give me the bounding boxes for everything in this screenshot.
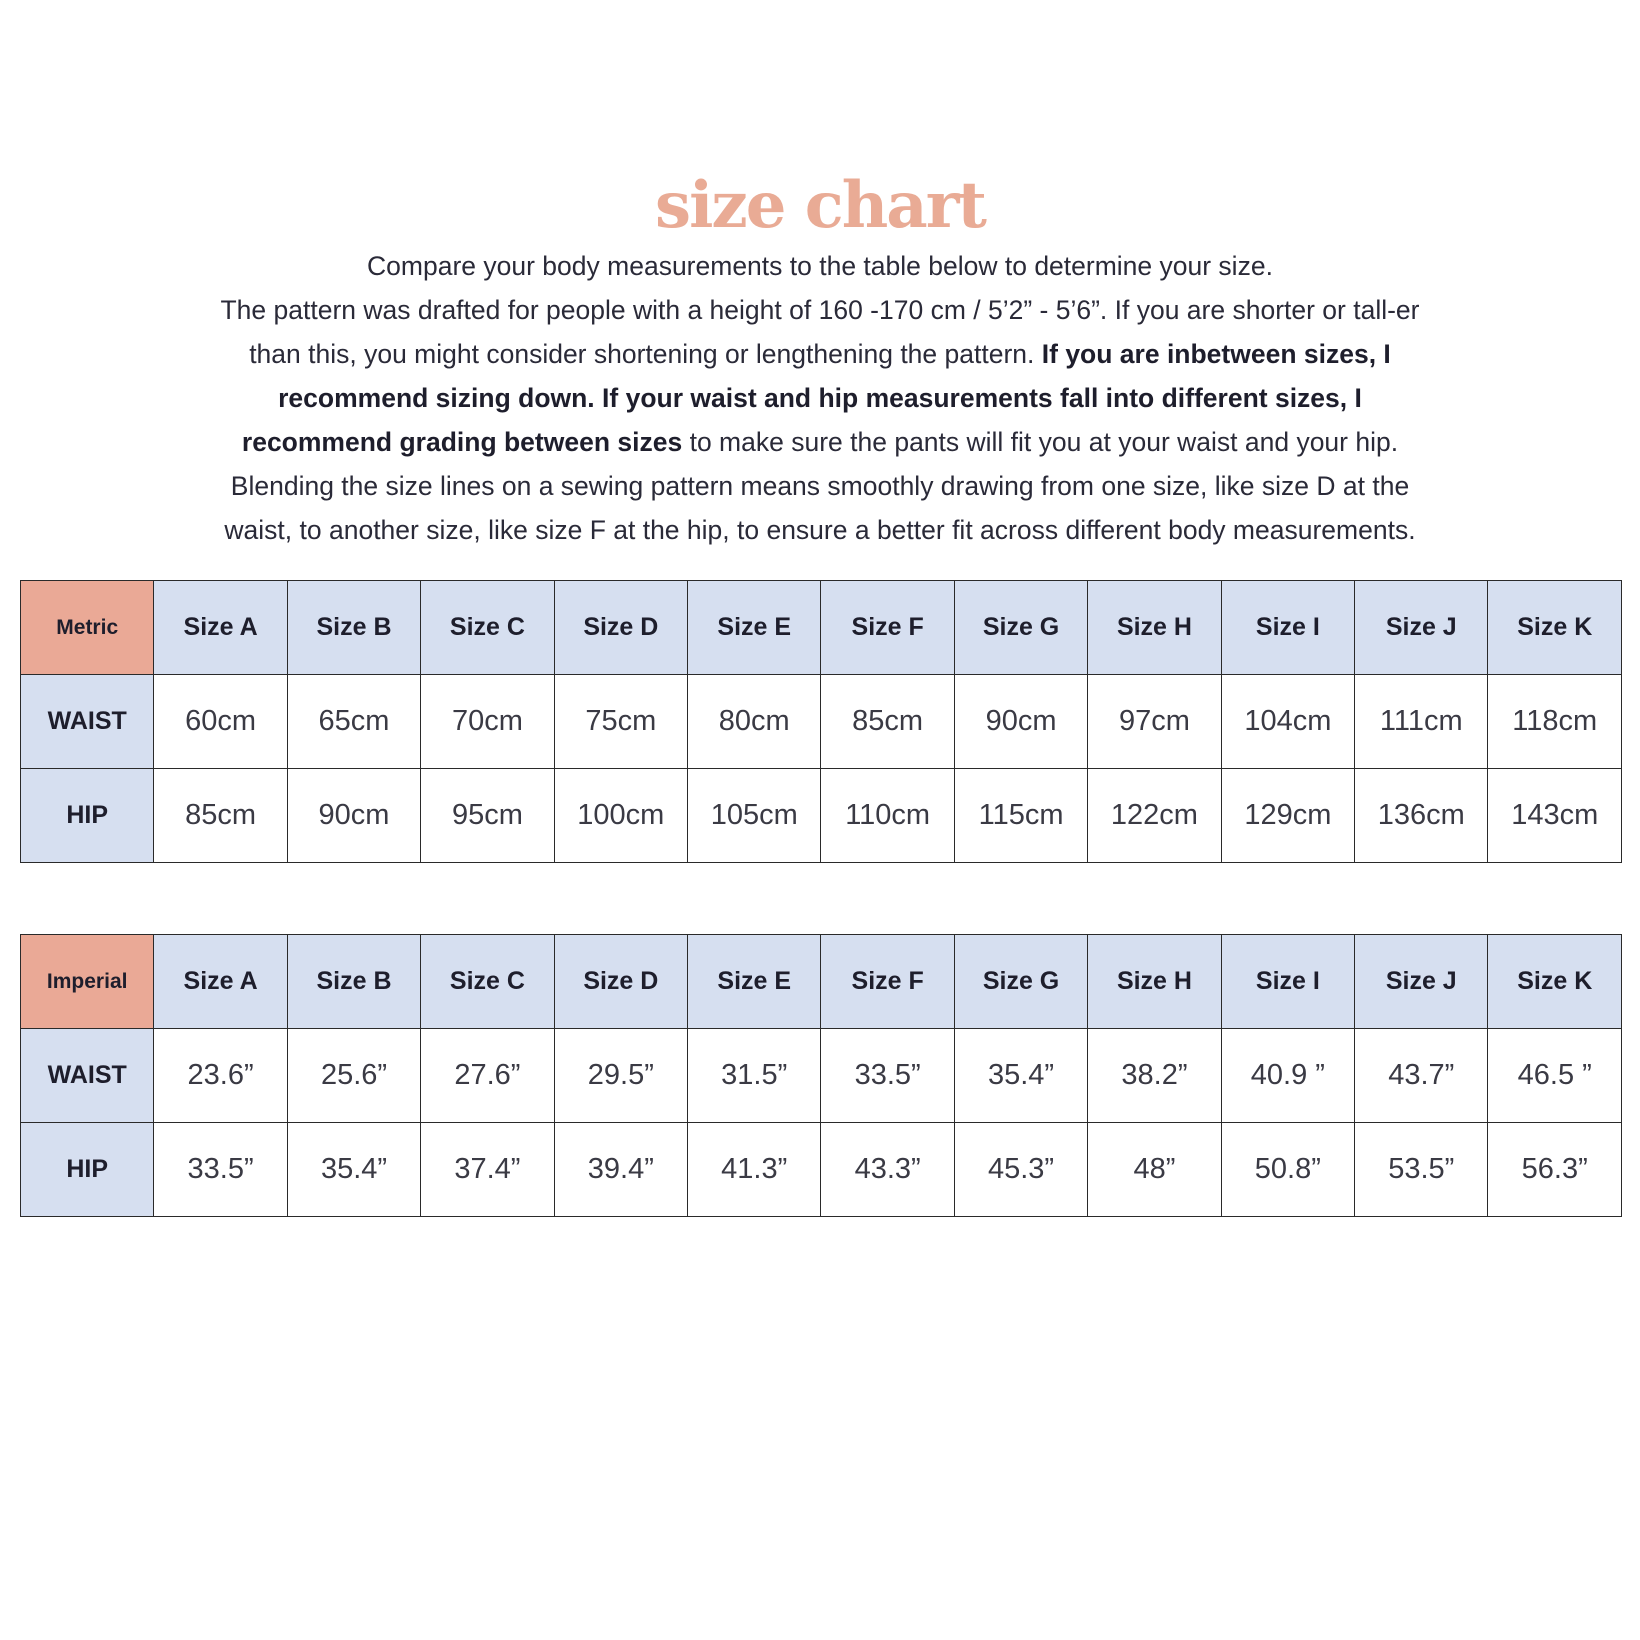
table-header-row bbox=[21, 935, 1622, 1029]
column-header: Size E bbox=[688, 935, 821, 1029]
table-row bbox=[21, 1029, 1622, 1123]
intro-text bbox=[200, 244, 1440, 552]
column-header: Size F bbox=[821, 935, 954, 1029]
imperial-size-table bbox=[20, 934, 1622, 1217]
column-header: Size B bbox=[287, 581, 420, 675]
column-header: Size D bbox=[554, 581, 687, 675]
table-cell: 80cm bbox=[688, 675, 821, 769]
table-cell: 33.5” bbox=[154, 1123, 287, 1217]
column-header: Size G bbox=[954, 935, 1087, 1029]
table-cell: 136cm bbox=[1355, 769, 1488, 863]
column-header: Size D bbox=[554, 935, 687, 1029]
table-cell: 75cm bbox=[554, 675, 687, 769]
intro-line-1: Compare your body measurements to the table below to determine your size. bbox=[367, 251, 1273, 281]
unit-label-metric: Metric bbox=[21, 581, 154, 675]
column-header: Size I bbox=[1221, 935, 1354, 1029]
table-cell: 122cm bbox=[1088, 769, 1221, 863]
table-cell: 70cm bbox=[421, 675, 554, 769]
table-cell: 29.5” bbox=[554, 1029, 687, 1123]
table-cell: 129cm bbox=[1221, 769, 1354, 863]
table-cell: 95cm bbox=[421, 769, 554, 863]
table-cell: 43.7” bbox=[1355, 1029, 1488, 1123]
column-header: Size A bbox=[154, 581, 287, 675]
column-header: Size B bbox=[287, 935, 420, 1029]
table-cell: 37.4” bbox=[421, 1123, 554, 1217]
table-cell: 60cm bbox=[154, 675, 287, 769]
column-header: Size E bbox=[688, 581, 821, 675]
table-cell: 56.3” bbox=[1488, 1123, 1622, 1217]
table-cell: 31.5” bbox=[688, 1029, 821, 1123]
table-cell: 65cm bbox=[287, 675, 420, 769]
intro-height-note: The pattern was drafted for people with a height of 160 -170 cm / 5’2” - 5’6”. If you are shorter or tall-er than this, you might consider shortening or lengthening the pattern. bbox=[220, 295, 1420, 369]
table-cell: 39.4” bbox=[554, 1123, 687, 1217]
table-cell: 43.3” bbox=[821, 1123, 954, 1217]
table-cell: 46.5 ” bbox=[1488, 1029, 1622, 1123]
intro-sizing-advice: If you are inbetween sizes, I recommend sizing down. If your waist and hip measurements fall into different sizes, I recommend grading between sizes bbox=[241, 339, 1391, 457]
intro-blending-note: to make sure the pants will fit you at your waist and your hip. Blending the size lines on a sewing pattern means smoothly drawing from one size, like size D at the waist, to another size, like size F at the hip, to ensure a better fit across different body measurements. bbox=[224, 427, 1416, 545]
table-cell: 85cm bbox=[821, 675, 954, 769]
table-cell: 23.6” bbox=[154, 1029, 287, 1123]
table-cell: 110cm bbox=[821, 769, 954, 863]
column-header: Size H bbox=[1088, 935, 1221, 1029]
table-cell: 90cm bbox=[287, 769, 420, 863]
table-cell: 53.5” bbox=[1355, 1123, 1488, 1217]
page-title: size chart bbox=[655, 168, 985, 243]
table-cell: 25.6” bbox=[287, 1029, 420, 1123]
table-cell: 100cm bbox=[554, 769, 687, 863]
row-label-hip: HIP bbox=[21, 769, 154, 863]
table-header-row bbox=[21, 581, 1622, 675]
column-header: Size C bbox=[421, 935, 554, 1029]
table-cell: 50.8” bbox=[1221, 1123, 1354, 1217]
column-header: Size K bbox=[1488, 935, 1622, 1029]
table-cell: 48” bbox=[1088, 1123, 1221, 1217]
table-cell: 35.4” bbox=[954, 1029, 1087, 1123]
table-cell: 38.2” bbox=[1088, 1029, 1221, 1123]
table-cell: 90cm bbox=[954, 675, 1087, 769]
table-cell: 111cm bbox=[1355, 675, 1488, 769]
column-header: Size H bbox=[1088, 581, 1221, 675]
column-header: Size G bbox=[954, 581, 1087, 675]
unit-label-imperial: Imperial bbox=[21, 935, 154, 1029]
table-row bbox=[21, 769, 1622, 863]
table-cell: 41.3” bbox=[688, 1123, 821, 1217]
row-label-waist: WAIST bbox=[21, 1029, 154, 1123]
row-label-hip: HIP bbox=[21, 1123, 154, 1217]
table-cell: 27.6” bbox=[421, 1029, 554, 1123]
column-header: Size F bbox=[821, 581, 954, 675]
table-row bbox=[21, 1123, 1622, 1217]
table-cell: 40.9 ” bbox=[1221, 1029, 1354, 1123]
column-header: Size J bbox=[1355, 581, 1488, 675]
row-label-waist: WAIST bbox=[21, 675, 154, 769]
table-cell: 143cm bbox=[1488, 769, 1622, 863]
table-cell: 105cm bbox=[688, 769, 821, 863]
metric-size-table bbox=[20, 580, 1622, 863]
column-header: Size J bbox=[1355, 935, 1488, 1029]
table-cell: 85cm bbox=[154, 769, 287, 863]
table-cell: 45.3” bbox=[954, 1123, 1087, 1217]
table-row bbox=[21, 675, 1622, 769]
column-header: Size I bbox=[1221, 581, 1354, 675]
table-cell: 97cm bbox=[1088, 675, 1221, 769]
table-cell: 35.4” bbox=[287, 1123, 420, 1217]
column-header: Size A bbox=[154, 935, 287, 1029]
table-cell: 33.5” bbox=[821, 1029, 954, 1123]
table-cell: 104cm bbox=[1221, 675, 1354, 769]
column-header: Size C bbox=[421, 581, 554, 675]
column-header: Size K bbox=[1488, 581, 1622, 675]
table-cell: 118cm bbox=[1488, 675, 1622, 769]
table-cell: 115cm bbox=[954, 769, 1087, 863]
